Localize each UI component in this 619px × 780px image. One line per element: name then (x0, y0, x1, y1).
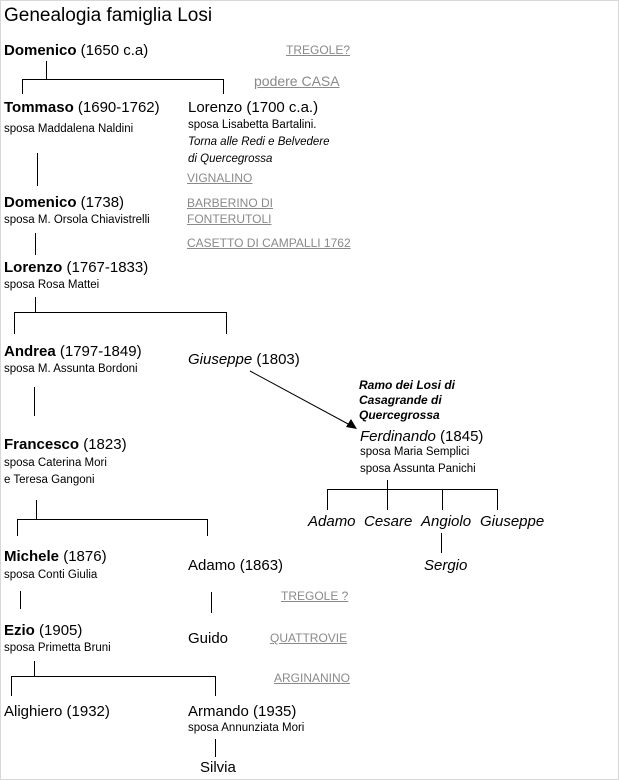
connector (211, 592, 212, 613)
connector (497, 489, 498, 510)
person-years: (1690-1762) (73, 99, 160, 116)
branch-title: Ramo dei Losi di Casagrande di Quercegrossa (359, 378, 456, 422)
spouse-ferdinando-1: sposa Maria Semplici (360, 446, 470, 458)
link-quattrovie[interactable]: QUATTROVIE (270, 631, 348, 645)
note-lorenzo-1: Torna alle Redi e Belvedere (188, 136, 330, 148)
person-years: (1797-1849) (55, 343, 142, 360)
spouse-lorenzo-1700: sposa Lisabetta Bartalini. (188, 119, 317, 131)
connector (327, 489, 498, 490)
person-name: Andrea (4, 343, 56, 360)
person-years: (1803) (252, 351, 300, 368)
person-years: (1738) (76, 194, 125, 211)
connector (215, 739, 216, 757)
child-giuseppe: Giuseppe (480, 513, 545, 530)
child-angiolo: Angiolo (421, 513, 472, 530)
person-armando: Armando (1935) (188, 703, 297, 720)
person-years: (1650 c.a) (76, 42, 149, 59)
person-name: Ezio (4, 622, 35, 639)
person-years: (1905) (34, 622, 83, 639)
spouse-ezio: sposa Primetta Bruni (4, 642, 111, 654)
link-tregole-2[interactable]: TREGOLE ? (281, 589, 349, 603)
person-michele (4, 548, 107, 565)
connector (34, 387, 35, 416)
person-alighiero: Alighiero (1932) (4, 703, 110, 720)
person-name: Tommaso (4, 99, 74, 116)
person-name: Ferdinando (360, 428, 436, 445)
spouse-armando: sposa Annunziata Mori (188, 722, 305, 734)
connector (215, 676, 216, 696)
person-ferdinando (360, 428, 483, 445)
person-name: Domenico (4, 194, 77, 211)
person-adamo-1863: Adamo (1863) (188, 557, 284, 574)
person-years: (1876) (59, 548, 107, 565)
connector (441, 533, 442, 553)
spouse-francesco-2: e Teresa Gangoni (4, 474, 95, 486)
person-name: Giuseppe (188, 351, 253, 368)
child-adamo: Adamo (308, 513, 356, 530)
person-name: Domenico (4, 42, 77, 59)
connector (11, 676, 216, 677)
spouse-michele: sposa Conti Giulia (4, 569, 98, 581)
person-ezio (4, 622, 82, 639)
page-title: Genealogia famiglia Losi (4, 5, 213, 26)
link-arginanino[interactable]: ARGINANINO (274, 671, 351, 685)
person-years: (1767-1833) (62, 259, 149, 276)
connector (387, 489, 388, 510)
connector (34, 661, 35, 676)
person-name: Francesco (4, 436, 80, 453)
link-vignalino[interactable]: VIGNALINO (187, 171, 253, 185)
spouse-andrea: sposa M. Assunta Bordoni (4, 363, 138, 375)
person-francesco (4, 436, 127, 453)
person-guido: Guido (188, 630, 229, 647)
connector (36, 500, 37, 519)
person-name: Lorenzo (4, 259, 63, 276)
connector (11, 676, 12, 696)
spouse-lorenzo-1767: sposa Rosa Mattei (4, 279, 100, 291)
connector (17, 519, 18, 536)
person-years: (1845) (435, 428, 484, 445)
link-podere-casa[interactable]: podere CASA (254, 73, 340, 89)
link-tregole[interactable]: TREGOLE? (286, 43, 351, 57)
link-barberino[interactable]: BARBERINO DI FONTERUTOLI (187, 196, 274, 226)
connector (17, 519, 208, 520)
connector (207, 519, 208, 536)
person-name: Michele (4, 548, 60, 565)
person-years: (1700 c.a.) (242, 99, 319, 116)
person-years: (1823) (79, 436, 127, 453)
child-cesare: Cesare (364, 513, 413, 530)
spouse-tommaso: sposa Maddalena Naldini (4, 123, 134, 135)
spouse-domenico-1738: sposa M. Orsola Chiavistrelli (4, 214, 150, 226)
connector (20, 591, 21, 609)
person-silvia: Silvia (200, 759, 236, 776)
connector (327, 489, 328, 510)
person-name: Lorenzo (188, 99, 243, 116)
connector (442, 489, 443, 510)
spouse-francesco-1: sposa Caterina Mori (4, 457, 107, 469)
person-sergio: Sergio (424, 557, 468, 574)
spouse-ferdinando-2: sposa Assunta Panichi (360, 463, 476, 475)
link-casetto[interactable]: CASETTO DI CAMPALLI 1762 (187, 236, 351, 250)
note-lorenzo-2: di Quercegrossa (188, 153, 273, 165)
connector (387, 480, 388, 489)
